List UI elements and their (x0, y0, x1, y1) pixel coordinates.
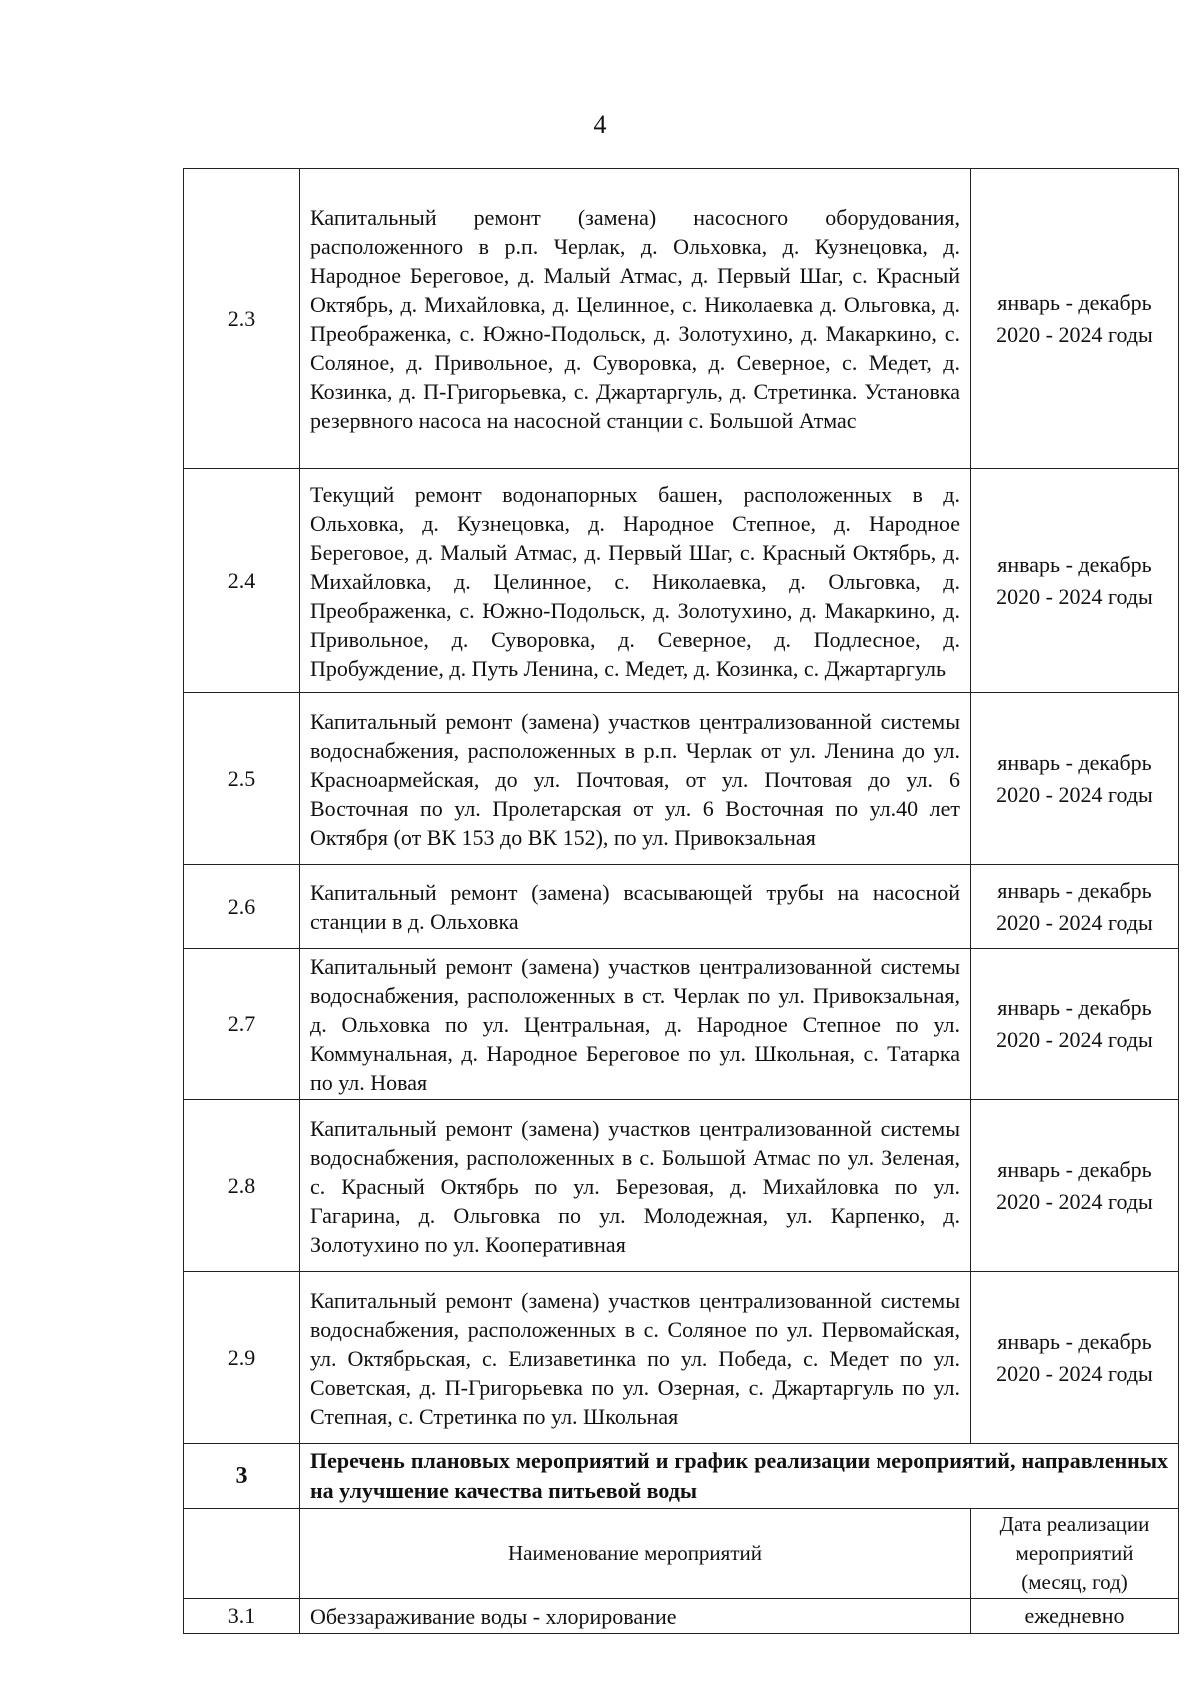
section-row (184, 1444, 1179, 1509)
header-date-line: (месяц, год) (1021, 1570, 1128, 1594)
row-description: Капитальный ремонт (замена) участков централизованной системы водоснабжения, расположенных в с. Большой Атмас по ул. Зеленая, с. Красный Октябрь по ул. Березовая, д. Михайловка по ул. Гагарина, д. Ольговка по ул. Молодежная, ул. Карпенко, д. Золотухино по ул. Кооперативная (300, 1100, 971, 1272)
measures-table (183, 168, 1179, 1634)
header-name: Наименование мероприятий (300, 1509, 971, 1599)
table-row (184, 865, 1179, 949)
header-date (971, 1509, 1179, 1599)
section-title: Перечень плановых мероприятий и график реализации мероприятий, направленных на улучшение качества питьевой воды (300, 1444, 1179, 1509)
date-years: 2020 - 2024 годы (996, 583, 1153, 609)
date-years: 2020 - 2024 годы (996, 1188, 1153, 1214)
row-number: 2.8 (184, 1100, 300, 1272)
page-number: 4 (593, 110, 607, 139)
row-date (971, 1272, 1179, 1444)
row-description: Капитальный ремонт (замена) всасывающей трубы на насосной станции в д. Ольховка (300, 865, 971, 949)
row-description: Капитальный ремонт (замена) участков централизованной системы водоснабжения, расположенных в р.п. Черлак от ул. Ленина до ул. Красноармейская, до ул. Почтовая, от ул. Почтовая до ул. 6 Восточная по ул. Пролетарская от ул. 6 Восточная по ул.40 лет Октября (от ВК 153 до ВК 152), по ул. Привокзальная (300, 693, 971, 865)
row-date (971, 1100, 1179, 1272)
date-period: январь - декабрь (997, 1328, 1152, 1354)
row-description: Капитальный ремонт (замена) участков централизованной системы водоснабжения, расположенных в с. Соляное по ул. Первомайская, ул. Октябрьская, с. Елизаветинка по ул. Победа, с. Медет по ул. Советская, д. П-Григорьевка по ул. Озерная, с. Джартаргуль по ул. Степная, с. Стретинка по ул. Школьная (300, 1272, 971, 1444)
row-date (971, 169, 1179, 469)
date-period: январь - декабрь (997, 1156, 1152, 1182)
header-row (184, 1509, 1179, 1599)
header-date-line: мероприятий (1015, 1541, 1134, 1565)
row-description: Обеззараживание воды - хлорирование (300, 1599, 971, 1634)
row-date (971, 469, 1179, 693)
row-number: 2.7 (184, 949, 300, 1100)
table-row (184, 469, 1179, 693)
row-number: 2.5 (184, 693, 300, 865)
date-period: январь - декабрь (997, 551, 1152, 577)
row-number: 2.6 (184, 865, 300, 949)
date-period: январь - декабрь (997, 877, 1152, 903)
date-years: 2020 - 2024 годы (996, 781, 1153, 807)
date-period: январь - декабрь (997, 995, 1152, 1020)
row-description: Капитальный ремонт (замена) насосного оборудования, расположенного в р.п. Черлак, д. Ольховка, д. Кузнецовка, д. Народное Береговое, д. Малый Атмас, д. Первый Шаг, с. Красный Октябрь, д. Михайловка, д. Целинное, с. Николаевка д. Ольговка, д. Преображенка, с. Южно-Подольск, д. Золотухино, д. Макаркино, с. Соляное, д. Привольное, д. Суворовка, д. Северное, с. Медет, д. Козинка, д. П-Григорьевка, с. Джартаргуль, д. Стретинка. Установка резервного насоса на насосной станции с. Большой Атмас (300, 169, 971, 469)
date-period: январь - декабрь (997, 289, 1152, 315)
row-number: 2.4 (184, 469, 300, 693)
table-row (184, 169, 1179, 469)
table-row (184, 1100, 1179, 1272)
table-row (184, 1272, 1179, 1444)
header-date-line: Дата реализации (999, 1512, 1150, 1536)
row-description: Капитальный ремонт (замена) участков централизованной системы водоснабжения, расположенных в ст. Черлак по ул. Привокзальная, д. Ольховка по ул. Центральная, д. Народное Степное по ул. Коммунальная, д. Народное Береговое по ул. Школьная, с. Татарка по ул. Новая (300, 949, 971, 1100)
date-years: 2020 - 2024 годы (996, 1027, 1153, 1052)
header-empty-cell (184, 1509, 300, 1599)
date-years: 2020 - 2024 годы (996, 909, 1153, 935)
row-date (971, 865, 1179, 949)
section-number: 3 (184, 1444, 300, 1509)
row-date: ежедневно (971, 1599, 1179, 1634)
date-years: 2020 - 2024 годы (996, 1360, 1153, 1386)
row-description: Текущий ремонт водонапорных башен, расположенных в д. Ольховка, д. Кузнецовка, д. Народное Степное, д. Народное Береговое, д. Малый Атмас, д. Первый Шаг, с. Красный Октябрь, д. Михайловка, д. Целинное, с. Николаевка, д. Ольговка, д. Преображенка, с. Южно-Подольск, д. Золотухино, д. Макаркино, д. Привольное, д. Суворовка, д. Северное, д. Подлесное, д. Пробуждение, д. Путь Ленина, с. Медет, д. Козинка, с. Джартаргуль (300, 469, 971, 693)
row-number: 2.3 (184, 169, 300, 469)
row-date (971, 693, 1179, 865)
row-date (971, 949, 1179, 1100)
table-row (184, 693, 1179, 865)
table-row (184, 1599, 1179, 1634)
date-years: 2020 - 2024 годы (996, 321, 1153, 347)
table-row (184, 949, 1179, 1100)
row-number: 3.1 (184, 1599, 300, 1634)
date-period: январь - декабрь (997, 749, 1152, 775)
row-number: 2.9 (184, 1272, 300, 1444)
